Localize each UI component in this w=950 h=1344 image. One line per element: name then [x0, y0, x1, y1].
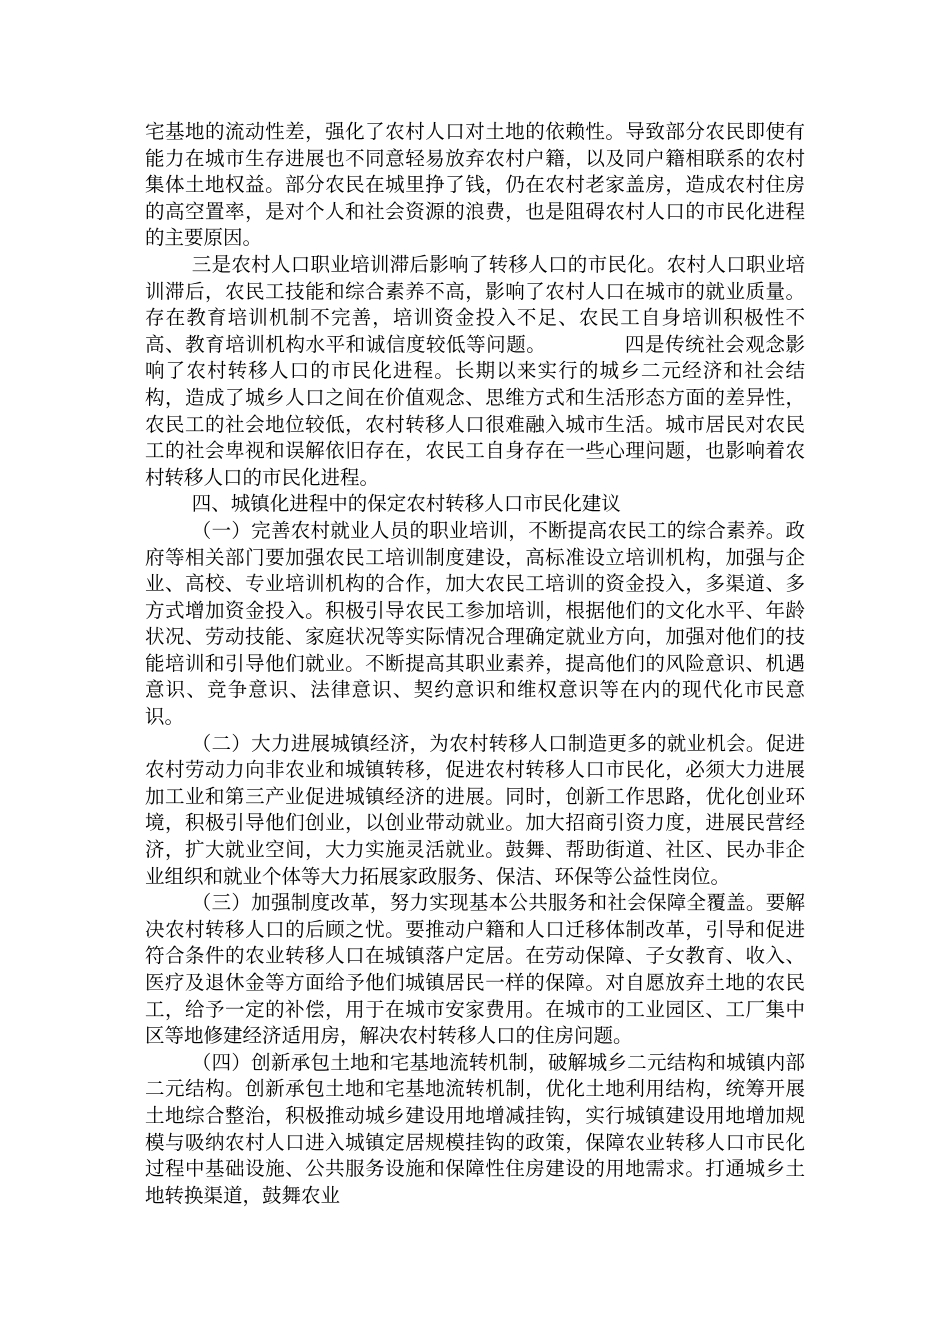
document-body — [145, 119, 805, 1209]
paragraph-suggestion-1: （一）完善农村就业人员的职业培训，不断提高农民工的综合素养。政府等相关部门要加强农民工培训制度建设，高标准设立培训机构，加强与企业、高校、专业培训机构的合作，加大农民工培训的资金投入，多渠道、多方式增加资金投入。积极引导农民工参加培训，根据他们的文化水平、年龄状况、劳动技能、家庭状况等实际情况合理确定就业方向，加强对他们的技能培训和引导他们就业。不断提高其职业素养，提高他们的风险意识、机遇意识、竞争意识、法律意识、契约意识和维权意识等在内的现代化市民意识。 — [145, 518, 805, 729]
paragraph-training-and-social-views — [145, 252, 805, 491]
paragraph-training-lag: 三是农村人口职业培训滞后影响了转移人口的市民化。农村人口职业培训滞后，农民工技能和综合素养不高，影响了农村人口在城市的就业质量。存在教育培训机制不完善，培训资金投入不足、农民工自身培训积极性不高、教育培训机构水平和诚信度较低等问题。 — [145, 252, 805, 356]
paragraph-suggestion-3: （三）加强制度改革，努力实现基本公共服务和社会保障全覆盖。要解决农村转移人口的后顾之忧。要推动户籍和人口迁移体制改革，引导和促进符合条件的农业转移人口在城镇落户定居。在劳动保障、子女教育、收入、医疗及退休金等方面给予他们城镇居民一样的保障。对自愿放弃土地的农民工，给予一定的补偿，用于在城市安家费用。在城市的工业园区、工厂集中区等地修建经济适用房，解决农村转移人口的住房问题。 — [145, 891, 805, 1048]
paragraph-social-views: 四是传统社会观念影响了农村转移人口的市民化进程。长期以来实行的城乡二元经济和社会结构，造成了城乡人口之间在价值观念、思维方式和生活形态方面的差异性，农民工的社会地位较低，农村转移人口很难融入城市生活。城市居民对农民工的社会卑视和误解依旧存在，农民工自身存在一些心理问题，也影响着农村转移人口的市民化进程。 — [145, 332, 805, 489]
paragraph-suggestion-2: （二）大力进展城镇经济，为农村转移人口制造更多的就业机会。促进农村劳动力向非农业和城镇转移，促进农村转移人口市民化，必须大力进展加工业和第三产业促进城镇经济的进展。同时，创新工作思路，优化创业环境，积极引导他们创业，以创业带动就业。加大招商引资力度，进展民营经济，扩大就业空间，大力实施灵活就业。鼓舞、帮助街道、社区、民办非企业组织和就业个体等大力拓展家政服务、保洁、环保等公益性岗位。 — [145, 731, 805, 888]
section-heading-suggestions: 四、城镇化进程中的保定农村转移人口市民化建议 — [191, 492, 621, 516]
paragraph-suggestion-4: （四）创新承包土地和宅基地流转机制，破解城乡二元结构和城镇内部二元结构。创新承包土地和宅基地流转机制，优化土地利用结构，统筹开展土地综合整治，积极推动城乡建设用地增减挂钩，实行城镇建设用地增加规模与吸纳农村人口进入城镇定居规模挂钩的政策，保障农业转移人口市民化过程中基础设施、公共服务设施和保障性住房建设的用地需求。打通城乡土地转换渠道，鼓舞农业 — [145, 1050, 805, 1207]
paragraph-homestead: 宅基地的流动性差，强化了农村人口对土地的依赖性。导致部分农民即使有能力在城市生存进展也不同意轻易放弃农村户籍，以及同户籍相联系的农村集体土地权益。部分农民在城里挣了钱，仍在农村老家盖房，造成农村住房的高空置率，是对个人和社会资源的浪费，也是阻碍农村人口的市民化进程的主要原因。 — [145, 120, 805, 250]
